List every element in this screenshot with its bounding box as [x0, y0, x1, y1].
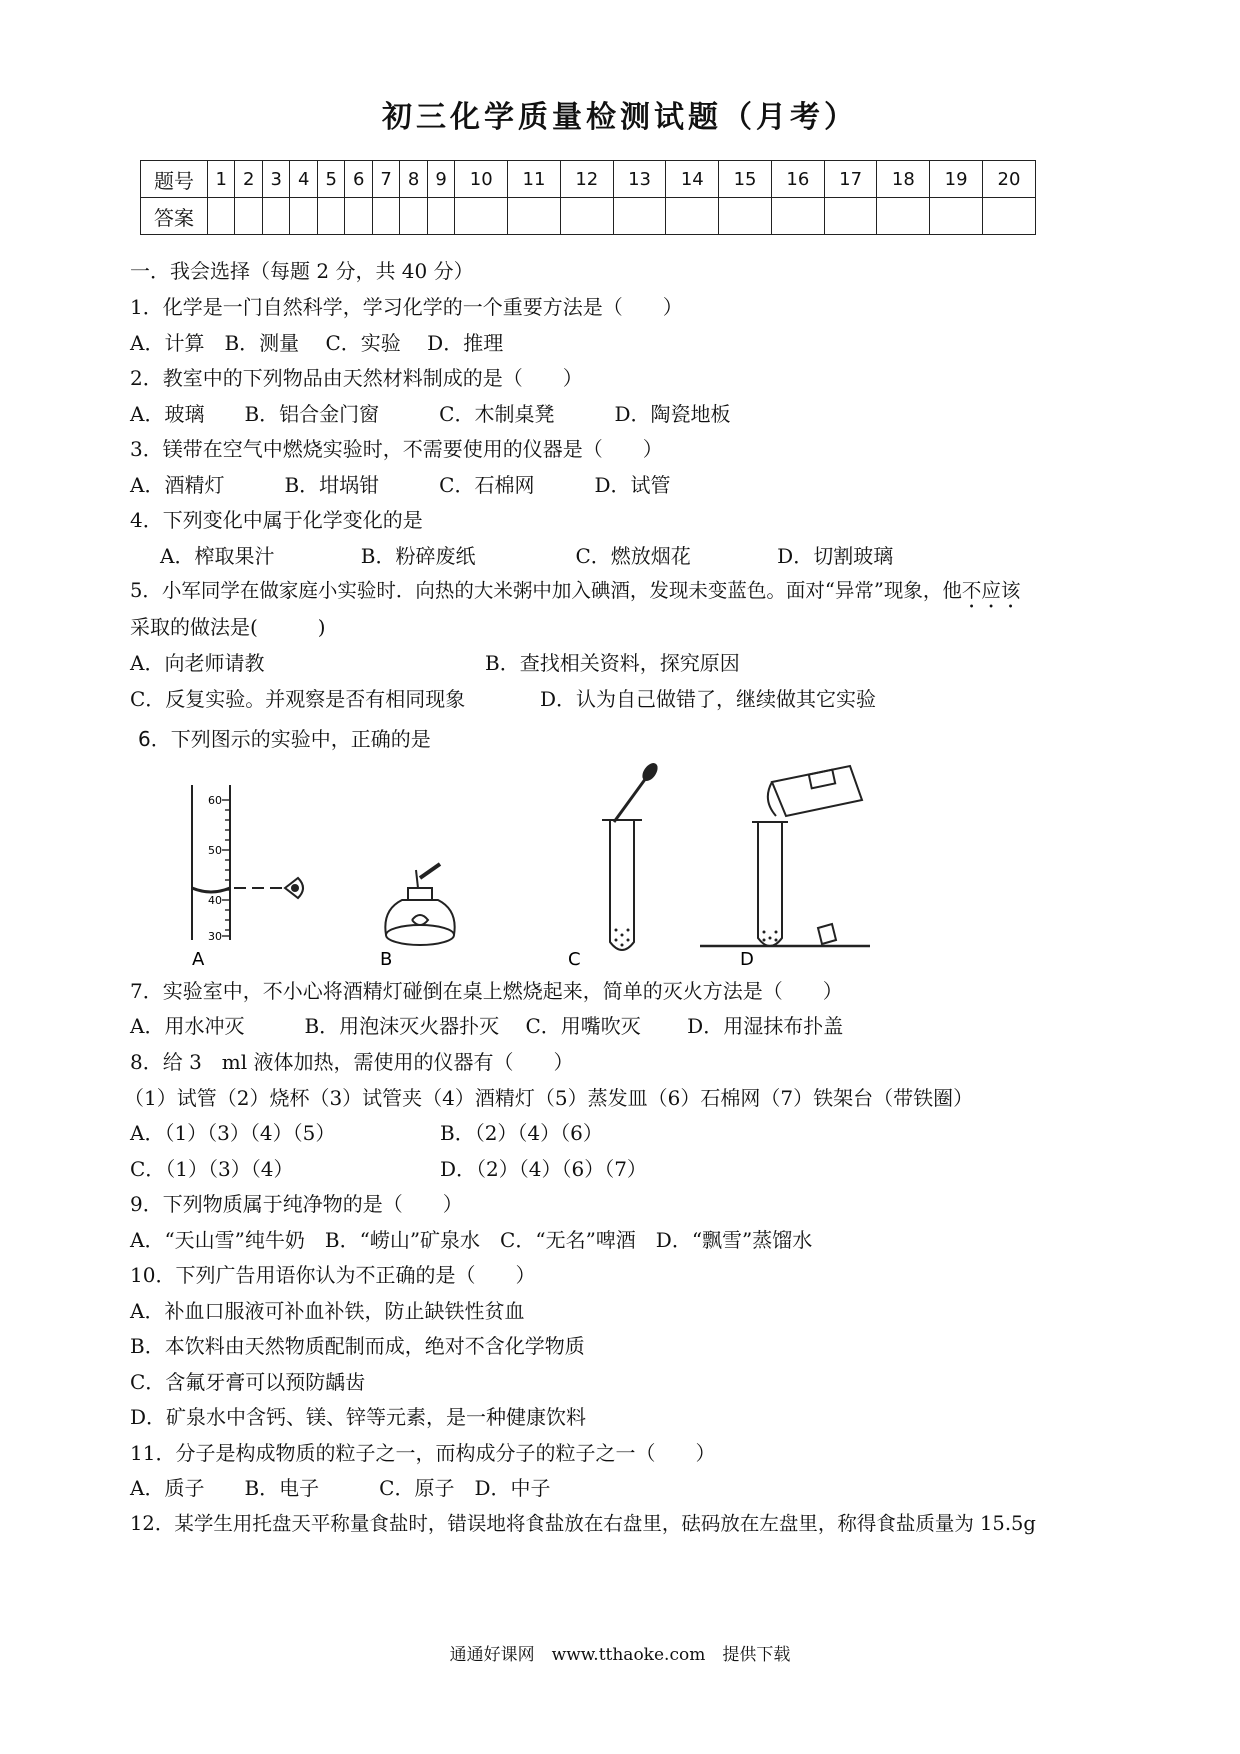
table-cell: 16	[771, 161, 824, 198]
question-10-option-b: B．本饮料由天然物质配制而成，绝对不含化学物质	[130, 1334, 585, 1358]
answer-cell[interactable]	[317, 198, 344, 235]
table-cell: 19	[930, 161, 983, 198]
table-cell: 20	[983, 161, 1036, 198]
question-10-stem: 10．下列广告用语你认为不正确的是（ ）	[130, 1263, 536, 1287]
answer-cell[interactable]	[560, 198, 613, 235]
question-11-stem: 11．分子是构成物质的粒子之一，而构成分子的粒子之一（ ）	[130, 1441, 716, 1465]
table-cell: 10	[455, 161, 508, 198]
question-2-options: A．玻璃 B．铝合金门窗 C．木制桌凳 D．陶瓷地板	[130, 402, 731, 426]
table-header-answer: 答案	[141, 198, 208, 235]
table-cell: 18	[877, 161, 930, 198]
answer-cell[interactable]	[983, 198, 1036, 235]
page-title: 初三化学质量检测试题（月考）	[382, 100, 858, 135]
tick-label: 60	[208, 794, 222, 807]
answer-cell[interactable]	[824, 198, 877, 235]
table-cell: 7	[372, 161, 399, 198]
answer-cell[interactable]	[613, 198, 666, 235]
figure-label-c: C	[568, 949, 581, 970]
table-cell: 6	[345, 161, 372, 198]
table-cell: 15	[719, 161, 772, 198]
question-11-options: A．质子 B．电子 C．原子 D．中子	[130, 1476, 551, 1500]
answer-cell[interactable]	[400, 198, 427, 235]
table-cell: 14	[666, 161, 719, 198]
table-cell: 11	[508, 161, 561, 198]
question-7-stem: 7．实验室中，不小心将酒精灯碰倒在桌上燃烧起来，简单的灭火方法是（ ）	[130, 979, 843, 1003]
question-10-option-a: A．补血口服液可补血补铁，防止缺铁性贫血	[130, 1299, 525, 1323]
table-cell: 5	[317, 161, 344, 198]
pouring-diagram	[700, 766, 870, 946]
table-cell: 4	[290, 161, 317, 198]
table-row-answers	[141, 198, 1036, 235]
table-cell: 3	[262, 161, 289, 198]
question-8-list: （1）试管（2）烧杯（3）试管夹（4）酒精灯（5）蒸发皿（6）石棉网（7）铁架台（带铁圈）	[124, 1086, 974, 1110]
tick-label: 40	[208, 894, 222, 907]
answer-cell[interactable]	[455, 198, 508, 235]
table-cell: 13	[613, 161, 666, 198]
answer-cell[interactable]	[877, 198, 930, 235]
question-1-stem: 1．化学是一门自然科学，学习化学的一个重要方法是（ ）	[130, 295, 683, 319]
answer-cell[interactable]	[719, 198, 772, 235]
question-6-stem: 6．下列图示的实验中，正确的是	[138, 727, 431, 751]
answer-cell[interactable]	[427, 198, 454, 235]
table-cell: 17	[824, 161, 877, 198]
answer-cell[interactable]	[208, 198, 235, 235]
question-9-stem: 9．下列物质属于纯净物的是（ ）	[130, 1192, 463, 1216]
answer-cell[interactable]	[235, 198, 262, 235]
answer-cell[interactable]	[372, 198, 399, 235]
answer-cell[interactable]	[930, 198, 983, 235]
answer-cell[interactable]	[508, 198, 561, 235]
answer-cell[interactable]	[290, 198, 317, 235]
question-5-option-d: D．认为自己做错了，继续做其它实验	[540, 687, 877, 711]
question-5-stem-line2: 采取的做法是( )	[130, 615, 326, 639]
table-cell: 1	[208, 161, 235, 198]
tick-label: 30	[208, 930, 222, 943]
question-3-options: A．酒精灯 B．坩埚钳 C．石棉网 D．试管	[130, 473, 671, 497]
question-9-options: A．“天山雪”纯牛奶 B．“崂山”矿泉水 C．“无名”啤酒 D．“飘雪”蒸馏水	[130, 1228, 813, 1252]
question-12-stem: 12．某学生用托盘天平称量食盐时，错误地将食盐放在右盘里，砝码放在左盘里，称得食盐质量为 15.5g	[130, 1512, 1036, 1535]
question-8-stem: 8．给 3 ml 液体加热，需使用的仪器有（ ）	[130, 1050, 574, 1074]
figure-label-b: B	[380, 949, 393, 970]
alcohol-lamp-diagram	[385, 864, 454, 945]
table-cell: 2	[235, 161, 262, 198]
figure-label-d: D	[740, 949, 754, 970]
question-6-figure	[150, 760, 870, 970]
test-tube-dropper-diagram	[602, 762, 659, 950]
graduated-cylinder-diagram	[192, 785, 303, 940]
question-3-stem: 3．镁带在空气中燃烧实验时，不需要使用的仪器是（ ）	[130, 437, 663, 461]
answer-cell[interactable]	[771, 198, 824, 235]
question-5-stem-text: 5．小军同学在做家庭小实验时．向热的大米粥中加入碘酒，发现未变蓝色。面对“异常”现象，他	[130, 579, 962, 602]
table-cell: 9	[427, 161, 454, 198]
question-1-options: A．计算 B．测量 C．实验 D．推理	[130, 331, 504, 355]
question-10-option-c: C．含氟牙膏可以预防龋齿	[130, 1370, 366, 1394]
question-5-option-b: B．查找相关资料，探究原因	[485, 651, 740, 675]
question-8-option-c: C．（1）（3）（4）	[130, 1157, 294, 1181]
answer-cell[interactable]	[345, 198, 372, 235]
question-5-option-a: A．向老师请教	[130, 651, 265, 675]
question-5-emphasis: 不应该	[961, 579, 1021, 602]
question-2-stem: 2．教室中的下列物品由天然材料制成的是（ ）	[130, 366, 583, 390]
answer-table	[140, 160, 1036, 235]
question-8-option-b: B．（2）（4）（6）	[440, 1121, 603, 1145]
question-4-stem: 4．下列变化中属于化学变化的是	[130, 508, 423, 532]
question-7-options: A．用水冲灭 B．用泡沫灭火器扑灭 C．用嘴吹灭 D．用湿抹布扑盖	[130, 1014, 844, 1038]
table-cell: 8	[400, 161, 427, 198]
question-5-stem	[130, 578, 1020, 613]
answer-cell[interactable]	[262, 198, 289, 235]
question-10-option-d: D．矿泉水中含钙、镁、锌等元素，是一种健康饮料	[130, 1405, 587, 1429]
page-footer: 通通好课网 www.tthaoke.com 提供下载	[449, 1645, 791, 1665]
table-row-numbers	[141, 161, 1036, 198]
figure-label-a: A	[192, 949, 205, 970]
tick-label: 50	[208, 844, 222, 857]
table-header-number: 题号	[141, 161, 208, 198]
answer-cell[interactable]	[666, 198, 719, 235]
question-5-option-c: C．反复实验。并观察是否有相同现象	[130, 687, 466, 711]
question-4-options: A．榨取果汁 B．粉碎废纸 C．燃放烟花 D．切割玻璃	[160, 544, 894, 568]
table-cell: 12	[560, 161, 613, 198]
section-heading: 一．我会选择（每题 2 分，共 40 分）	[130, 259, 474, 283]
question-8-option-d: D．（2）（4）（6）（7）	[440, 1157, 647, 1181]
question-8-option-a: A．（1）（3）（4）（5）	[130, 1121, 336, 1145]
